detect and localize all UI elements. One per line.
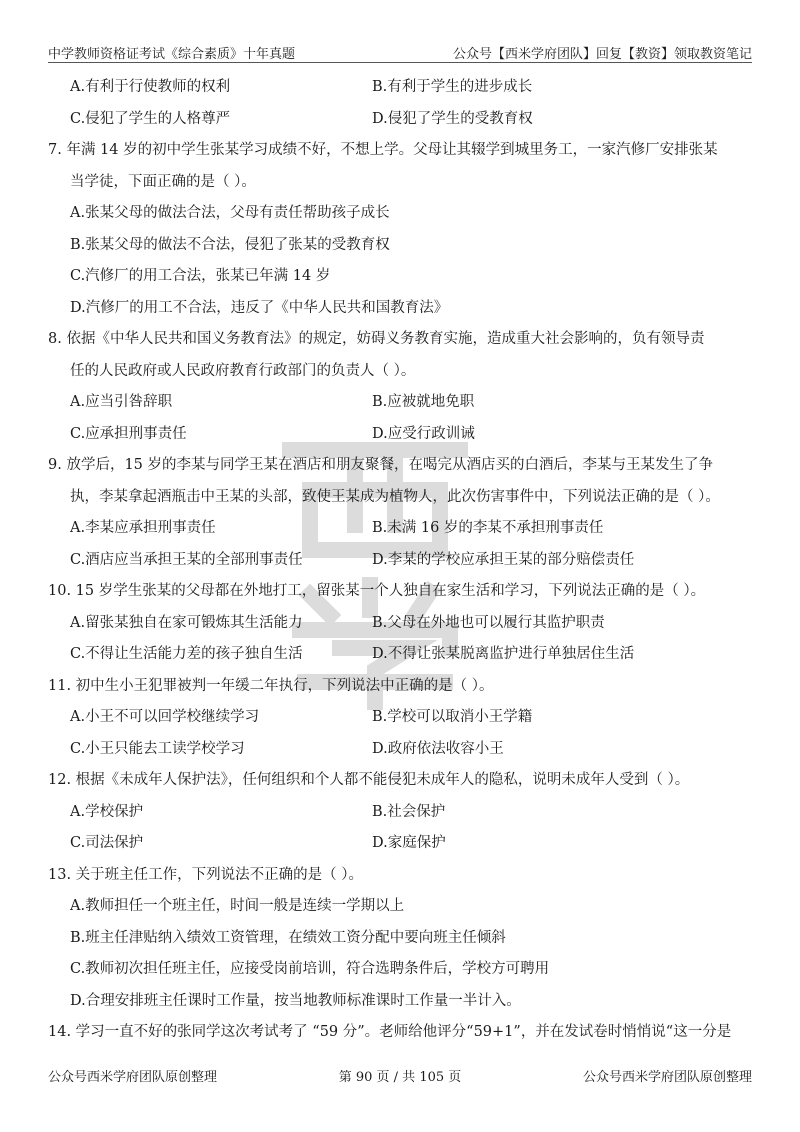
answer-option: B.张某父母的做法不合法，侵犯了张某的受教育权 [70,236,390,253]
question-stem: 10. 15 岁学生张某的父母都在外地打工，留张某一个人独自在家生活和学习，下列说法正确的是（ ）。 [48,583,706,599]
answer-option: A.教师担任一个班主任，时间一般是连续一学期以上 [70,898,405,914]
answer-option: D.家庭保护 [372,835,446,851]
option-row [48,230,752,262]
answer-option: D.合理安排班主任课时工作量，按当地教师标准课时工作量一半计入。 [70,992,521,1009]
answer-option: C.不得让生活能力差的孩子独自生活 [70,646,303,662]
footer-left: 公众号西米学府团队原创整理 [48,1070,218,1085]
question-stem: 11. 初中生小王犯罪被判一年缓二年执行，下列说法中正确的是（ ）。 [48,677,494,694]
answer-option: B.有利于学生的进步成长 [372,79,533,95]
answer-option: A.留张某独自在家可锻炼其生活能力 [70,614,303,631]
question-content [48,72,752,1049]
question-stem: 8. 依据《中华人民共和国义务教育法》的规定，妨碍义务教育实施，造成重大社会影响的，负有领导责 [48,331,705,347]
footer-right: 公众号西米学府团队原创整理 [582,1070,752,1085]
option-row [48,639,752,671]
option-row [48,261,752,293]
option-row [48,545,752,577]
header-left-title: 中学教师资格证考试《综合素质》十年真题 [48,47,296,62]
option-row [48,828,752,860]
answer-option: C.应承担刑事责任 [70,425,187,442]
answer-option: A.学校保护 [70,803,144,820]
answer-option: B.未满 16 岁的李某不承担刑事责任 [372,520,604,536]
answer-option: D.李某的学校应承担王某的部分赔偿责任 [372,551,635,568]
option-row [48,986,752,1018]
question-stem: 9. 放学后，15 岁的李某与同学王某在酒店和朋友聚餐，在喝完从酒店买的白酒后，李某与王某发生了争 [48,457,713,473]
answer-option: A.有利于行使教师的权利 [70,79,231,95]
option-row [48,293,752,325]
answer-option: B.学校可以取消小王学籍 [372,709,533,725]
page-footer [48,1066,752,1085]
question-stem: 12. 根据《未成年人保护法》，任何组织和个人都不能侵犯未成年人的隐私，说明未成年人受到（ ）。 [48,772,690,788]
answer-option: A.李某应承担刑事责任 [70,520,216,536]
answer-option: D.侵犯了学生的受教育权 [372,110,533,127]
option-row [48,104,752,136]
page-header [48,40,752,63]
option-row [48,72,752,104]
answer-option: C.小王只能去工读学校学习 [70,740,245,757]
question-stem-continued: 任的人民政府或人民政府教育行政部门的负责人（ ）。 [70,362,416,379]
page-number: 第 90 页 / 共 105 页 [338,1070,462,1085]
option-row [48,734,752,766]
question-stem-continued: 执，李某拿起酒瓶击中王某的头部，致使王某成为植物人，此次伤害事件中，下列说法正确的是（ ）。 [70,488,720,505]
answer-option: B.社会保护 [372,803,446,820]
option-row [48,797,752,829]
option-row [48,608,752,640]
option-row [48,198,752,230]
option-row [48,702,752,734]
option-row [48,923,752,955]
answer-option: A.应当引咎辞职 [70,394,173,410]
question-stem-continued: 当学徒，下面正确的是（ ）。 [70,173,256,190]
answer-option: C.司法保护 [70,835,144,851]
answer-option: C.教师初次担任班主任，应接受岗前培训，符合选聘条件后，学校方可聘用 [70,961,550,977]
question-stem: 13. 关于班主任工作，下列说法不正确的是（ ）。 [48,866,364,883]
question-stem: 7. 年满 14 岁的初中学生张某学习成绩不好，不想上学。父母让其辍学到城里务工，一家汽修厂安排张某 [48,142,718,158]
answer-option: C.侵犯了学生的人格尊严 [70,110,231,127]
answer-option: D.不得让张某脱离监护进行单独居住生活 [372,646,635,662]
answer-option: B.父母在外地也可以履行其监护职责 [372,614,605,631]
answer-option: D.政府依法收容小王 [372,740,504,757]
answer-option: A.小王不可以回学校继续学习 [70,709,260,725]
answer-option: B.班主任津贴纳入绩效工资管理，在绩效工资分配中要向班主任倾斜 [70,929,506,946]
answer-option: A.张某父母的做法合法，父母有责任帮助孩子成长 [70,205,390,221]
option-row [48,891,752,923]
answer-option: D.汽修厂的用工不合法，违反了《中华人民共和国教育法》 [70,299,449,316]
answer-option: C.酒店应当承担王某的全部刑事责任 [70,551,303,568]
header-right-note: 公众号【西米学府团队】回复【教资】领取教资笔记 [452,47,752,62]
option-row [48,513,752,545]
answer-option: C.汽修厂的用工合法，张某已年满 14 岁 [70,268,331,284]
option-row [48,419,752,451]
answer-option: B.应被就地免职 [372,394,475,410]
option-row [48,954,752,986]
answer-option: D.应受行政训诫 [372,425,475,442]
question-stem: 14. 学习一直不好的张同学这次考试考了 “59 分”。老师给他评分“59+1”，并在发试卷时悄悄说“这一分是 [48,1024,732,1040]
option-row [48,387,752,419]
